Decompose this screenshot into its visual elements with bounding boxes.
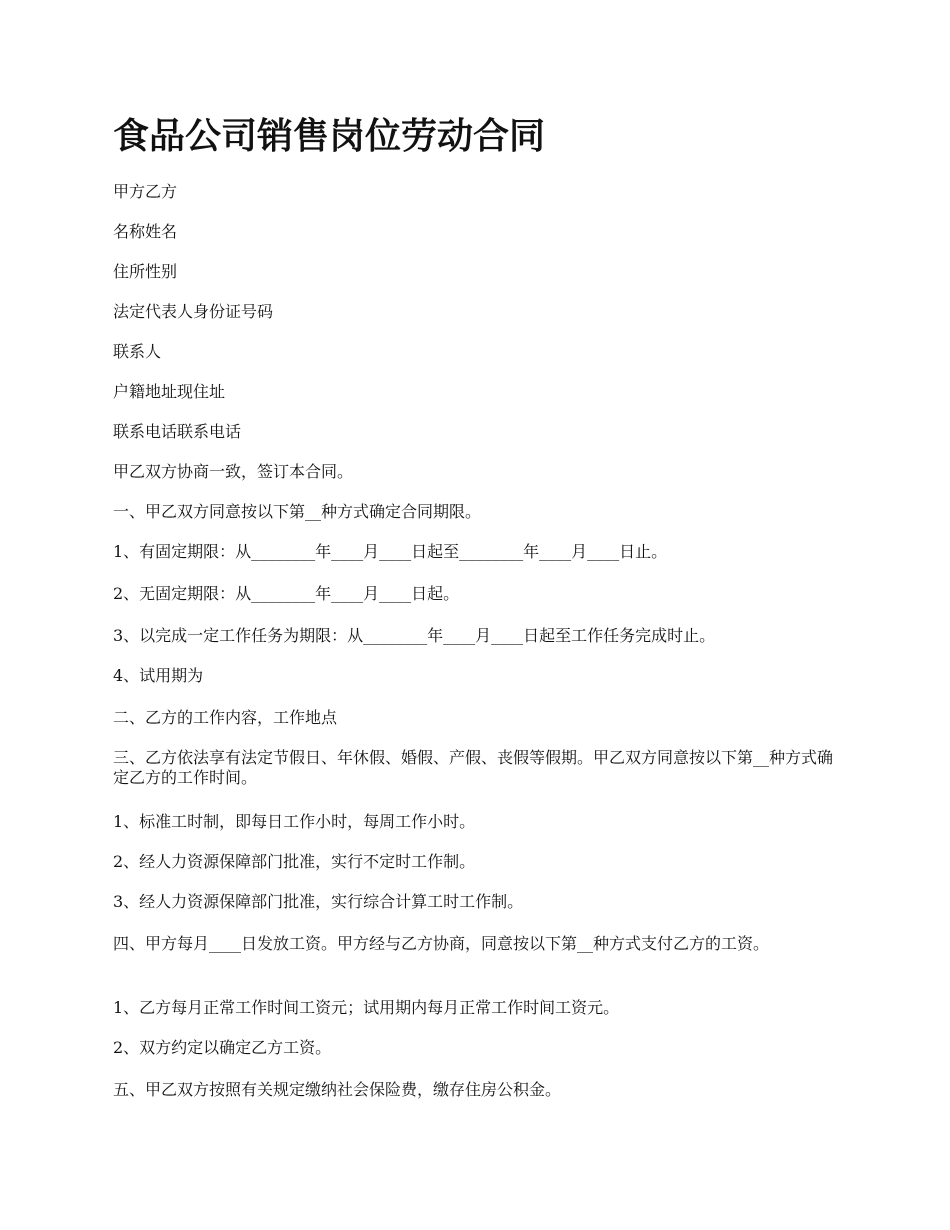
paragraph-phone: 联系电话联系电话 bbox=[113, 422, 242, 441]
document-title: 食品公司销售岗位劳动合同 bbox=[113, 115, 546, 157]
paragraph-address-gender: 住所性别 bbox=[113, 262, 178, 281]
paragraph-section-5: 五、甲乙双方按照有关规定缴纳社会保险费，缴存住房公积金。 bbox=[113, 1080, 562, 1099]
paragraph-section-3: 三、乙方依法享有法定节假日、年休假、婚假、产假、丧假等假期。甲乙双方同意按以下第__种方式确定乙方的工作时间。 bbox=[113, 748, 834, 787]
paragraph-open-term: 2、无固定期限：从________年____月____日起。 bbox=[113, 584, 460, 603]
paragraph-agreed-wage: 2、双方约定以确定乙方工资。 bbox=[113, 1038, 332, 1057]
paragraph-contact: 联系人 bbox=[113, 342, 162, 361]
paragraph-agreement: 甲乙双方协商一致，签订本合同。 bbox=[113, 462, 354, 481]
paragraph-task-term: 3、以完成一定工作任务为期限：从________年____月____日起至工作任务完成时止。 bbox=[113, 626, 716, 645]
paragraph-section-1: 一、甲乙双方同意按以下第__种方式确定合同期限。 bbox=[113, 502, 482, 521]
paragraph-household-address: 户籍地址现住址 bbox=[113, 382, 226, 401]
paragraph-name: 名称姓名 bbox=[113, 222, 178, 241]
paragraph-party-header: 甲方乙方 bbox=[113, 182, 178, 201]
paragraph-legal-rep-id: 法定代表人身份证号码 bbox=[113, 302, 274, 321]
paragraph-comprehensive-hours: 3、经人力资源保障部门批准，实行综合计算工时工作制。 bbox=[113, 892, 524, 911]
paragraph-section-4: 四、甲方每月____日发放工资。甲方经与乙方协商，同意按以下第__种方式支付乙方的工资。 bbox=[113, 934, 770, 953]
paragraph-monthly-wage: 1、乙方每月正常工作时间工资元；试用期内每月正常工作时间工资元。 bbox=[113, 998, 620, 1017]
paragraph-flexible-hours: 2、经人力资源保障部门批准，实行不定时工作制。 bbox=[113, 852, 476, 871]
paragraph-fixed-term: 1、有固定期限：从________年____月____日起至________年____月____日止。 bbox=[113, 542, 668, 561]
paragraph-probation: 4、试用期为 bbox=[113, 666, 204, 685]
paragraph-section-2: 二、乙方的工作内容，工作地点 bbox=[113, 708, 338, 727]
paragraph-standard-hours: 1、标准工时制，即每日工作小时，每周工作小时。 bbox=[113, 812, 476, 831]
